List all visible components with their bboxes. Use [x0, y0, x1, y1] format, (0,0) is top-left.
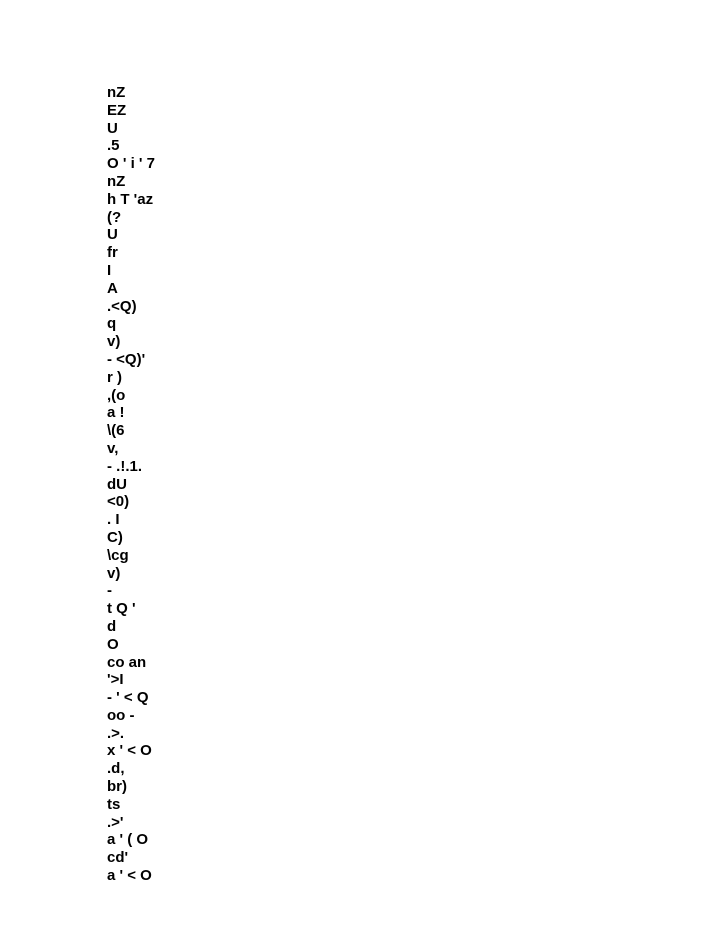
text-line: (? [107, 208, 122, 226]
text-line: v, [107, 439, 119, 457]
text-line: <0) [107, 493, 130, 511]
text-line: ts [107, 795, 121, 813]
text-line: O ' i ' 7 [107, 155, 155, 173]
text-line: U [107, 226, 118, 244]
text-line: .d, [107, 760, 125, 778]
text-line: fr [107, 244, 118, 262]
text-line: a ' ( O [107, 831, 149, 849]
text-line: a ' < O [107, 867, 152, 885]
text-line: - [107, 582, 112, 600]
text-line: h T 'az [107, 190, 154, 208]
text-line: nZ [107, 84, 126, 101]
text-line: r ) [107, 368, 122, 386]
text-line: - <Q)' [107, 350, 146, 368]
text-line: '>I [107, 671, 124, 689]
text-line: .>. [107, 724, 125, 742]
text-line: cd' [107, 849, 129, 867]
text-line: .<Q) [107, 297, 137, 315]
text-line: co an [107, 653, 147, 671]
text-line: q [107, 315, 117, 333]
text-line: v) [107, 333, 121, 351]
text-column [107, 84, 155, 885]
text-line: d [107, 617, 117, 635]
text-line: br) [107, 778, 127, 796]
text-line: - ' < Q [107, 689, 149, 707]
text-line: O [107, 635, 119, 653]
text-line: C) [107, 528, 123, 546]
text-line: v) [107, 564, 121, 582]
text-line: x ' < O [107, 742, 152, 760]
text-line: dU [107, 475, 127, 493]
text-line: \(6 [107, 422, 125, 440]
text-line: I [107, 261, 112, 279]
text-line: A [107, 279, 118, 297]
text-line: . I [107, 511, 120, 529]
text-line: ,(o [107, 386, 126, 404]
text-line: U [107, 119, 118, 137]
text-line: nZ [107, 172, 126, 190]
text-line: t Q ' [107, 600, 136, 618]
text-line: a ! [107, 404, 125, 422]
text-line: .>' [107, 813, 124, 831]
text-line: .5 [107, 137, 120, 155]
text-line: EZ [107, 101, 127, 119]
text-line: - .!.1. [107, 457, 143, 475]
text-line: \cg [107, 546, 129, 564]
text-line: oo - [107, 706, 135, 724]
